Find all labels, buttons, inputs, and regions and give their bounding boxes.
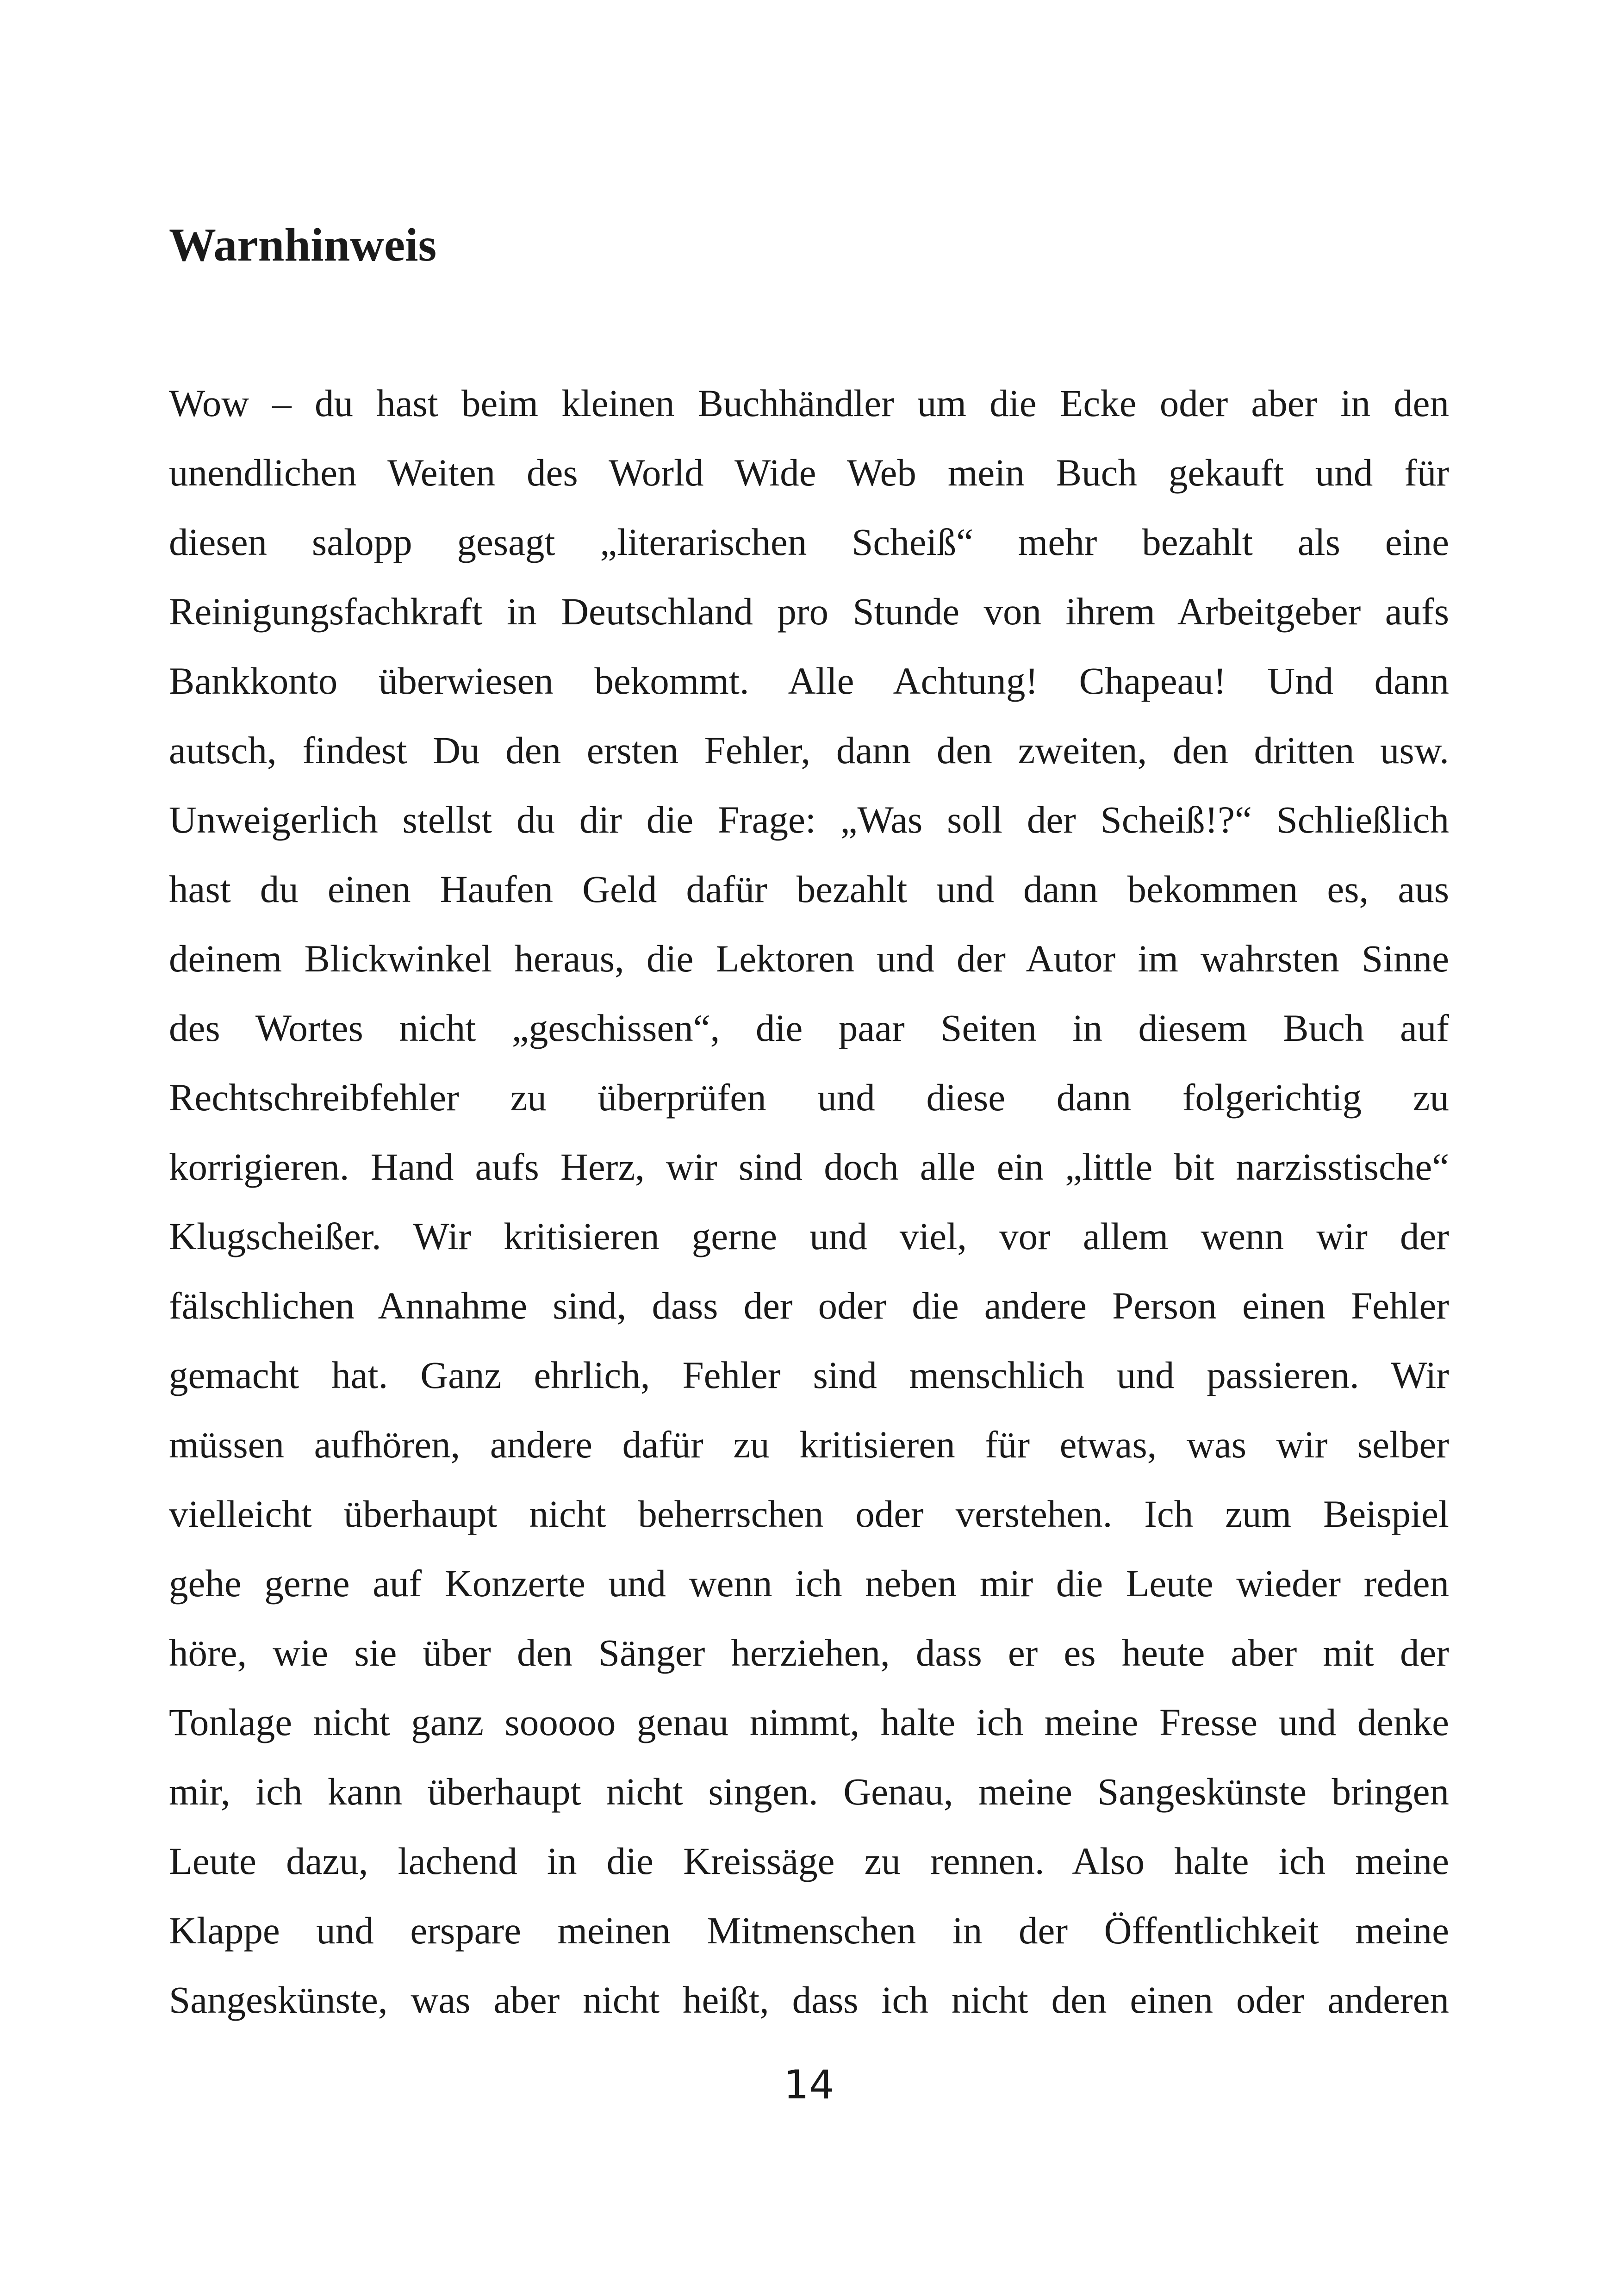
page-title: Warnhinweis: [169, 219, 437, 271]
text-line: höre, wie sie über den Sänger herziehen, dass er es heute aber mit der: [169, 1631, 1449, 1674]
text-line: Tonlage nicht ganz sooooo genau nimmt, halte ich meine Fresse und denke: [169, 1701, 1449, 1743]
text-line: Wow – du hast beim kleinen Buchhändler um die Ecke oder aber in den: [169, 382, 1449, 424]
text-line: Bankkonto überwiesen bekommt. Alle Achtung! Chapeau! Und dann: [169, 660, 1449, 702]
text-line: hast du einen Haufen Geld dafür bezahlt und dann bekommen es, aus: [169, 868, 1449, 910]
text-line: Klugscheißer. Wir kritisieren gerne und viel, vor allem wenn wir der: [169, 1215, 1449, 1257]
text-line: Klappe und erspare meinen Mitmenschen in der Öffentlichkeit meine: [169, 1909, 1449, 1952]
page-number: 14: [784, 2062, 834, 2108]
text-line: korrigieren. Hand aufs Herz, wir sind doch alle ein „little bit narzisstische“: [169, 1145, 1449, 1188]
text-line: müssen aufhören, andere dafür zu kritisieren für etwas, was wir selber: [169, 1423, 1449, 1466]
text-line: deinem Blickwinkel heraus, die Lektoren und der Autor im wahrsten Sinne: [169, 937, 1449, 980]
text-line: mir, ich kann überhaupt nicht singen. Genau, meine Sangeskünste bringen: [169, 1770, 1449, 1813]
text-line: Leute dazu, lachend in die Kreissäge zu rennen. Also halte ich meine: [169, 1840, 1449, 1882]
text-line: Rechtschreibfehler zu überprüfen und diese dann folgerichtig zu: [169, 1076, 1449, 1119]
text-line: des Wortes nicht „geschissen“, die paar Seiten in diesem Buch auf: [169, 1007, 1449, 1049]
text-line: Sangeskünste, was aber nicht heißt, dass ich nicht den einen oder anderen: [169, 1979, 1449, 2021]
body-text: [169, 368, 1449, 2035]
text-line: gemacht hat. Ganz ehrlich, Fehler sind menschlich und passieren. Wir: [169, 1354, 1449, 1396]
text-line: gehe gerne auf Konzerte und wenn ich neben mir die Leute wieder reden: [169, 1562, 1449, 1605]
text-line: diesen salopp gesagt „literarischen Scheiß“ mehr bezahlt als eine: [169, 521, 1449, 563]
text-line: vielleicht überhaupt nicht beherrschen oder verstehen. Ich zum Beispiel: [169, 1493, 1449, 1535]
text-line: Unweigerlich stellst du dir die Frage: „Was soll der Scheiß!?“ Schließlich: [169, 798, 1449, 841]
text-line: autsch, findest Du den ersten Fehler, dann den zweiten, den dritten usw.: [169, 729, 1449, 772]
text-line: fälschlichen Annahme sind, dass der oder die andere Person einen Fehler: [169, 1284, 1449, 1327]
text-line: unendlichen Weiten des World Wide Web mein Buch gekauft und für: [169, 451, 1449, 494]
text-line: Reinigungsfachkraft in Deutschland pro Stunde von ihrem Arbeitgeber aufs: [169, 590, 1449, 633]
